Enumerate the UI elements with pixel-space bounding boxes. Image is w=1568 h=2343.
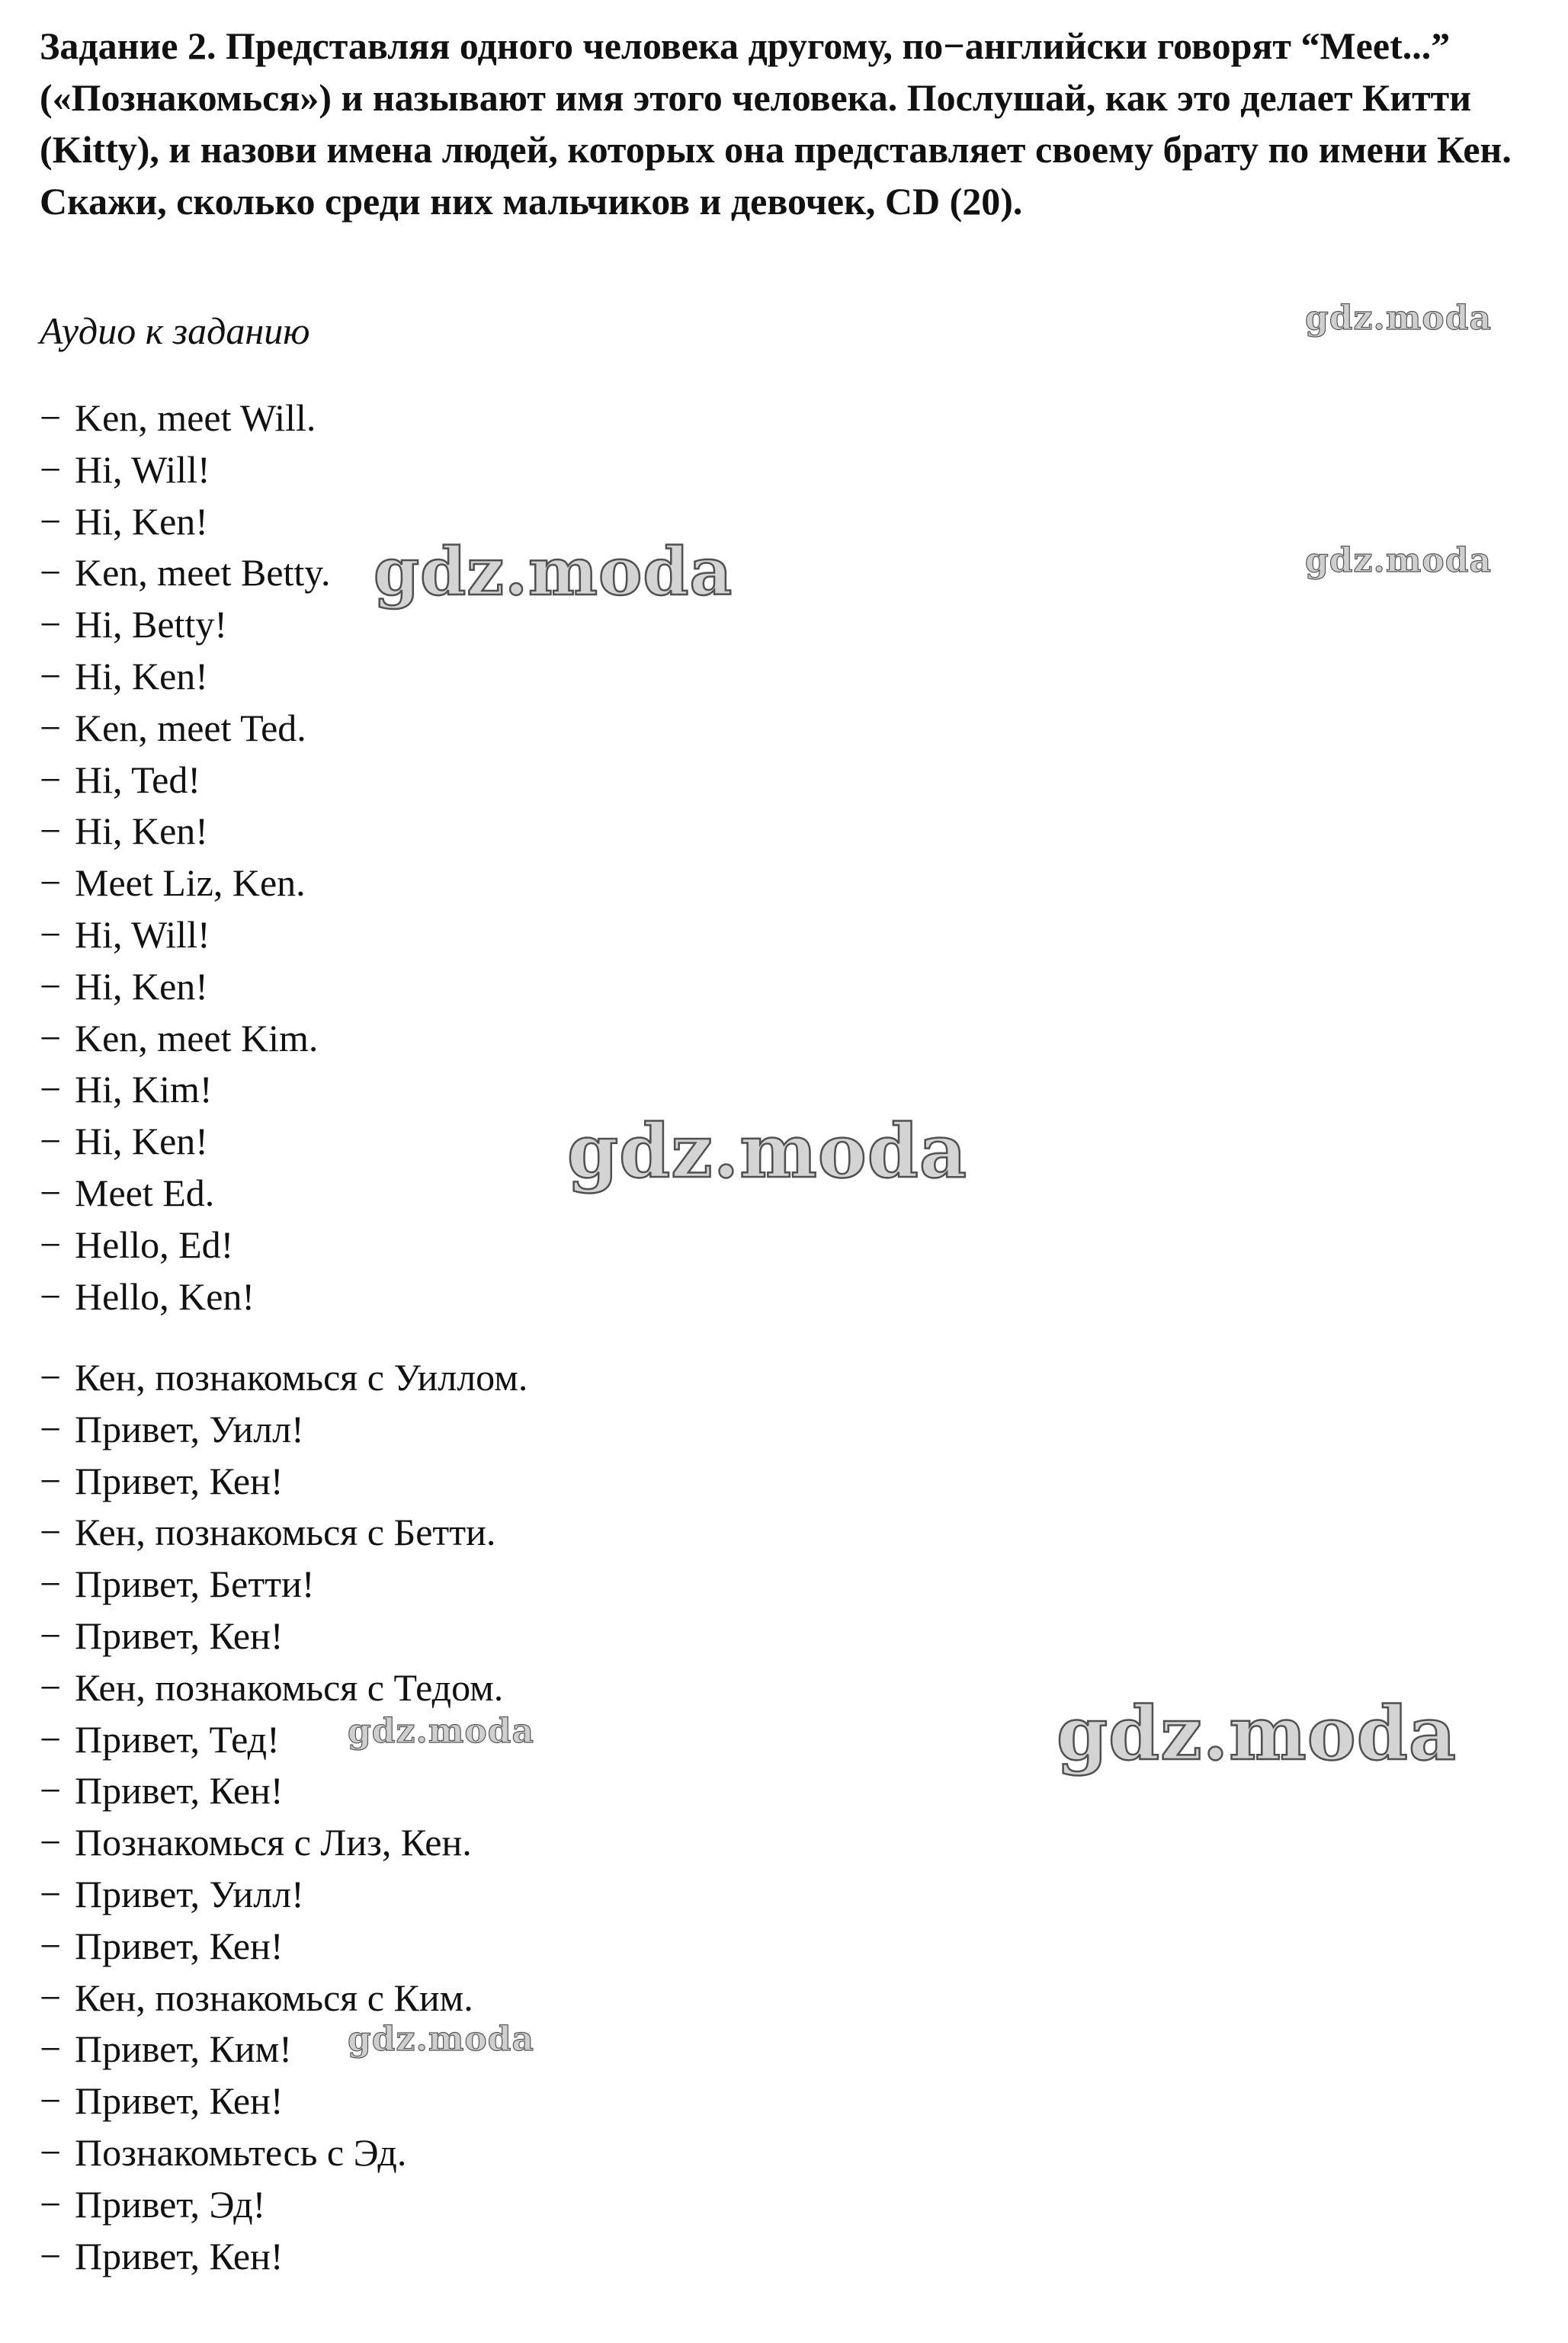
dialog-line-text: Привет, Кен! — [75, 2234, 284, 2277]
dash: − — [40, 2130, 62, 2174]
dash: − — [40, 1356, 62, 1399]
dialog-line — [40, 1220, 331, 1271]
watermark: gdz.moda — [348, 2020, 535, 2059]
dialog-line-text: Привет, Уилл! — [75, 1407, 304, 1450]
dialog-line-text: Привет, Ким! — [75, 2027, 292, 2071]
dash: − — [40, 1511, 62, 1554]
dash: − — [40, 1976, 62, 2019]
dash: − — [40, 2234, 62, 2277]
dialog-line-text: Hi, Ken! — [75, 964, 208, 1008]
dialog-line — [40, 909, 331, 961]
dash: − — [40, 499, 62, 543]
dialog-line — [40, 393, 331, 444]
watermark: gdz.moda — [1305, 541, 1493, 580]
dialog-line — [40, 1271, 331, 1323]
dash: − — [40, 1407, 62, 1450]
audio-label[interactable]: Аудио к заданию — [40, 309, 310, 352]
dialog-line — [40, 961, 331, 1013]
dialog-line-text: Meet Liz, Ken. — [75, 861, 306, 905]
dash: − — [40, 396, 62, 439]
dash: − — [40, 1665, 62, 1709]
dash: − — [40, 1223, 62, 1266]
dialog-line — [40, 2127, 527, 2179]
dialog-line-text: Привет, Уилл! — [75, 1872, 304, 1915]
dialog-line-text: Привет, Кен! — [75, 1769, 284, 1813]
dialog-line-text: Hi, Kim! — [75, 1068, 213, 1111]
dialog-line — [40, 1064, 331, 1116]
dialog-line-text: Привет, Тед! — [75, 1717, 280, 1761]
dash: − — [40, 1614, 62, 1657]
dash: − — [40, 1872, 62, 1915]
dialog-line-text: Привет, Кен! — [75, 2079, 284, 2123]
dash: − — [40, 1068, 62, 1111]
dialog-line-text: Hello, Ed! — [75, 1223, 234, 1266]
dash: − — [40, 964, 62, 1008]
dialog-line-text: Привет, Эд! — [75, 2182, 266, 2226]
dialog-line — [40, 1921, 527, 1973]
dialog-line — [40, 1973, 527, 2024]
dialog-line — [40, 1817, 527, 1869]
dialog-line-text: Познакомься с Лиз, Кен. — [75, 1821, 472, 1864]
dialog-line — [40, 547, 331, 599]
dialog-line-text: Привет, Кен! — [75, 1459, 284, 1502]
dialog-line-text: Hi, Ken! — [75, 1120, 208, 1163]
dialog-line — [40, 703, 331, 755]
dialog-line — [40, 1507, 527, 1559]
dialog-line-text: Hi, Ken! — [75, 809, 208, 853]
dash: − — [40, 758, 62, 801]
dialog-line-text: Ken, meet Betty. — [75, 551, 331, 595]
dialog-line — [40, 1013, 331, 1065]
dash: − — [40, 1120, 62, 1163]
dialog-line-text: Ken, meet Will. — [75, 396, 316, 439]
dialog-english — [40, 393, 331, 1322]
dialog-line — [40, 806, 331, 857]
dialog-line — [40, 599, 331, 651]
dialog-line-text: Hi, Ken! — [75, 654, 208, 697]
watermark: gdz.moda — [348, 1712, 535, 1751]
dash: − — [40, 912, 62, 956]
task-text: Задание 2. Представляя одного человека другому, по−английски говорят “Meet...” («Познакомься») и называют имя этого человека. Послушай, как это делает Китти (Kitty), и назови имена людей, которых она представляет своему брату по имени Кен. Скажи, сколько среди них мальчиков и девочек, CD (20). — [40, 24, 1512, 223]
dialog-line-text: Кен, познакомься с Бетти. — [75, 1511, 496, 1554]
watermark: gdz.moda — [1305, 299, 1493, 338]
dash: − — [40, 809, 62, 853]
dash: − — [40, 1016, 62, 1059]
dash: − — [40, 603, 62, 646]
dash: − — [40, 1769, 62, 1813]
dialog-line-text: Meet Ed. — [75, 1171, 215, 1214]
dialog-line — [40, 1168, 331, 1220]
dialog-line — [40, 1765, 527, 1817]
dialog-line — [40, 1352, 527, 1404]
dash: − — [40, 2079, 62, 2123]
dash: − — [40, 1459, 62, 1502]
dialog-line-text: Привет, Кен! — [75, 1614, 284, 1657]
dialog-line — [40, 2075, 527, 2127]
dialog-line-text: Hi, Betty! — [75, 603, 227, 646]
dialog-line-text: Привет, Бетти! — [75, 1563, 315, 1606]
dialog-line-text: Hello, Ken! — [75, 1274, 255, 1318]
dialog-line — [40, 1456, 527, 1508]
dialog-line-text: Кен, познакомься с Ким. — [75, 1976, 473, 2019]
dialog-line — [40, 2231, 527, 2283]
dash: − — [40, 1563, 62, 1606]
dash: − — [40, 1274, 62, 1318]
dialog-line — [40, 1662, 527, 1714]
dash: − — [40, 447, 62, 491]
dialog-line-text: Кен, познакомься с Уиллом. — [75, 1356, 528, 1399]
dash: − — [40, 2027, 62, 2071]
dialog-line — [40, 651, 331, 703]
dialog-line — [40, 496, 331, 548]
dash: − — [40, 1924, 62, 1967]
dialog-line — [40, 1559, 527, 1611]
dialog-line — [40, 444, 331, 496]
dash: − — [40, 654, 62, 697]
dialog-line — [40, 1116, 331, 1168]
dialog-line — [40, 1869, 527, 1921]
dialog-line — [40, 1611, 527, 1662]
dash: − — [40, 861, 62, 905]
dialog-line-text: Ken, meet Ted. — [75, 706, 306, 749]
dialog-line — [40, 2179, 527, 2231]
dialog-line-text: Hi, Ken! — [75, 499, 208, 543]
watermark: gdz.moda — [567, 1108, 968, 1194]
dash: − — [40, 1821, 62, 1864]
dialog-line — [40, 755, 331, 806]
dash: − — [40, 2182, 62, 2226]
dialog-line-text: Привет, Кен! — [75, 1924, 284, 1967]
dash: − — [40, 551, 62, 595]
dialog-russian — [40, 1352, 527, 2282]
dialog-line-text: Hi, Will! — [75, 912, 210, 956]
dialog-line-text: Hi, Will! — [75, 447, 210, 491]
dash: − — [40, 1171, 62, 1214]
watermark: gdz.moda — [1057, 1691, 1457, 1777]
dialog-line-text: Кен, познакомься с Тедом. — [75, 1665, 504, 1709]
dialog-line-text: Hi, Ted! — [75, 758, 200, 801]
dialog-line-text: Ken, meet Kim. — [75, 1016, 319, 1059]
dialog-line — [40, 1404, 527, 1456]
dialog-line — [40, 857, 331, 909]
dash: − — [40, 706, 62, 749]
dash: − — [40, 1717, 62, 1761]
dialog-line-text: Познакомьтесь с Эд. — [75, 2130, 407, 2174]
watermark: gdz.moda — [374, 534, 733, 611]
